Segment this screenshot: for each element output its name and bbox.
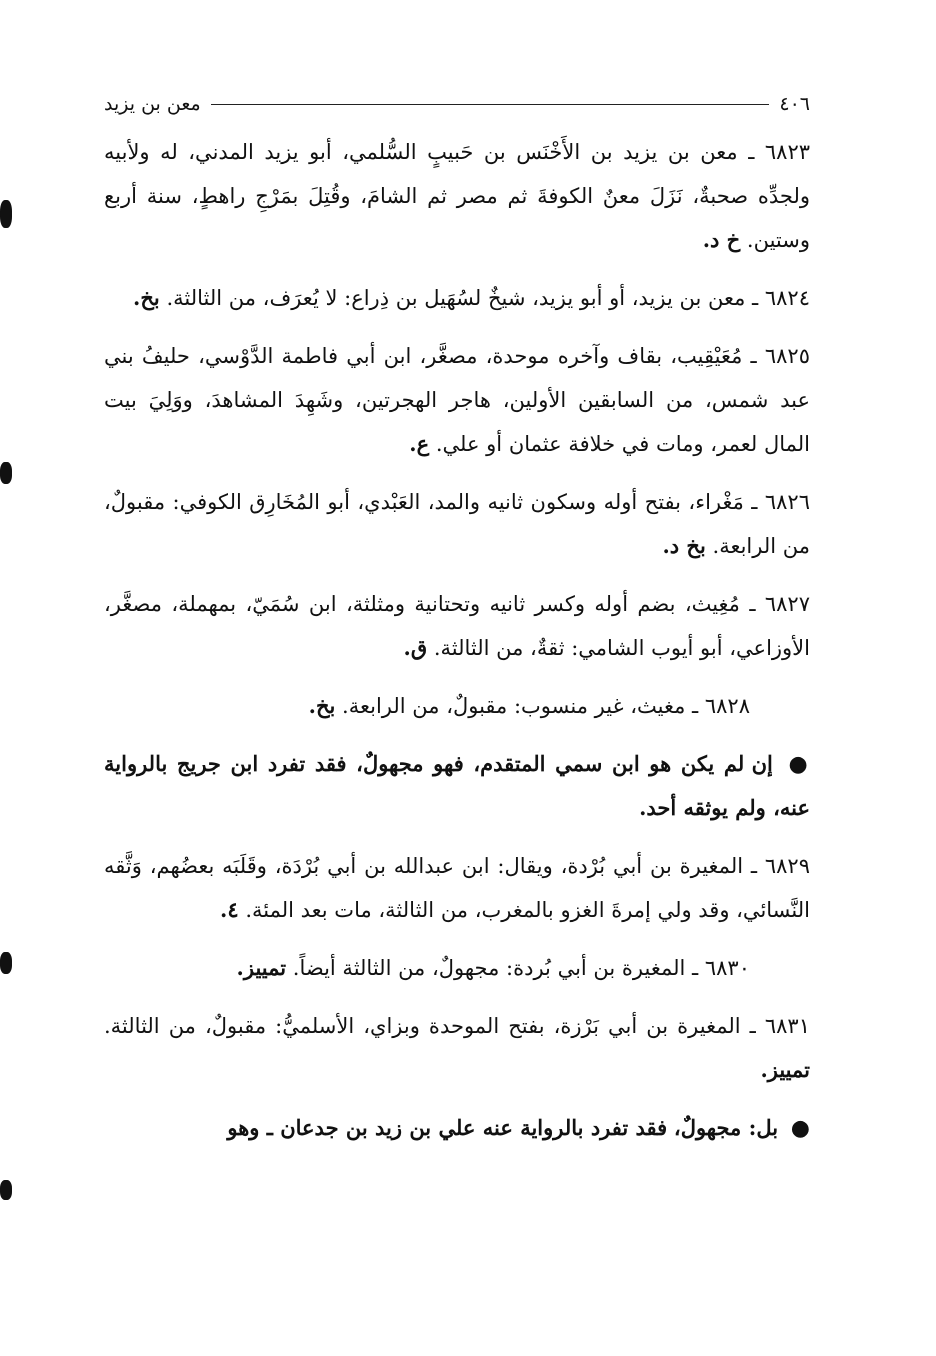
entry-text: المغيرة بن أبي بُردة: مجهولٌ، من الثالثة أيضاً. <box>292 956 686 980</box>
entry-text: مَغْراء، بفتح أوله وسكون ثانيه والمد، العَبْدي، أبو المُخَارِق الكوفي: مقبولٌ، من الرابعة. <box>104 490 810 558</box>
book-page <box>104 88 810 1165</box>
entry-text: معن بن يزيد، أو أبو يزيد، شيخٌ لسُهَيل بن ذِراع: لا يُعرَف، من الثالثة. <box>166 286 746 310</box>
entry-number: ٦٨٢٧ <box>764 592 810 616</box>
entry-sigla: ق. <box>403 635 428 660</box>
entry-sigla: بخ. <box>308 693 336 718</box>
entry-number: ٦٨٣١ <box>764 1014 810 1038</box>
bullet-icon: ● <box>790 1116 810 1141</box>
entry-text: معن بن يزيد بن الأَخْنَس بن حَبيبٍ السُّلمي، أبو يزيد المدني، له ولأبيه ولجدِّه صحبةٌ، نَزَلَ معنٌ الكوفةَ ثم مصر ثم الشامَ، وقُتِلَ بمَرْجِ راهطٍ، سنة أربع وستين. <box>104 140 810 252</box>
entry-sigla: بخ د. <box>662 533 706 558</box>
bullet-icon: ● <box>788 751 810 777</box>
entry-sigla: خ د. <box>702 227 741 252</box>
entry-6829: ٦٨٢٩ ـ المغيرة بن أبي بُرْدة، ويقال: ابن عبدالله بن أبي بُرْدَة، وقَلَبَه بعضُهم، وَثَّقه النَّسائي، وقد ولي إمرةَ الغزو بالمغرب، من الثالثة، مات بعد المئة. ٤. <box>104 854 810 922</box>
entry-text: مُغِيث، بضم أوله وكسر ثانيه وتحتانية ومثلثة، ابن سُمَيّ، بمهملة، مصغَّر، الأوزاعي، أبو أيوب الشامي: ثقةٌ، من الثالثة. <box>104 592 810 660</box>
entry-sigla: تمييز. <box>236 955 287 980</box>
entry-sigla: تمييز. <box>760 1057 810 1082</box>
entry-6830: ٦٨٣٠ ـ المغيرة بن أبي بُردة: مجهولٌ، من الثالثة أيضاً. تمييز. <box>236 955 750 980</box>
binding-mark <box>0 462 12 484</box>
note-text: إن لم يكن هو ابن سمي المتقدم، فهو مجهولٌ، فقد تفرد ابن جريج بالرواية عنه، ولم يوثقه أحد. <box>104 751 810 820</box>
entry-6823: ٦٨٢٣ ـ معن بن يزيد بن الأَخْنَس بن حَبيبٍ السُّلمي، أبو يزيد المدني، له ولأبيه ولجدِّه صحبةٌ، نَزَلَ معنٌ الكوفةَ ثم مصر ثم الشامَ، وقُتِلَ بمَرْجِ راهطٍ، سنة أربع وستين. خ د. <box>104 140 811 252</box>
entry-sigla: ع. <box>409 431 430 456</box>
entry-number: ٦٨٢٦ <box>764 490 810 514</box>
entry-text: المغيرة بن أبي بَرْزة، بفتح الموحدة وبزاي، الأسلميُّ: مقبولٌ، من الثالثة. <box>104 1014 741 1038</box>
entry-number: ٦٨٢٣ <box>764 140 811 164</box>
binding-mark <box>0 200 12 228</box>
entry-6824: ٦٨٢٤ ـ معن بن يزيد، أو أبو يزيد، شيخٌ لسُهَيل بن ذِراع: لا يُعرَف، من الثالثة. بخ. <box>133 285 810 310</box>
entry-number: ٦٨٣٠ <box>704 956 750 980</box>
entry-number: ٦٨٢٩ <box>764 854 810 878</box>
entry-text: مُعَيْقِيب، بقاف وآخره موحدة، مصغَّر، ابن أبي فاطمة الدَّوْسي، حليفُ بني عبد شمس، من السابقين الأولين، هاجر الهجرتين، وشَهِدَ المشاهدَ، ووَلِيَ بيت المال لعمر، ومات في خلافة عثمان أو علي. <box>104 344 810 456</box>
entry-number: ٦٨٢٥ <box>764 344 810 368</box>
entry-text: مغيث، غير منسوب: مقبولٌ، من الرابعة. <box>342 694 686 718</box>
entry-6826: ٦٨٢٦ ـ مَغْراء، بفتح أوله وسكون ثانيه والمد، العَبْدي، أبو المُخَارِق الكوفي: مقبولٌ، من الرابعة. بخ د. <box>104 490 810 558</box>
entry-number: ٦٨٢٤ <box>764 286 810 310</box>
entry-6825: ٦٨٢٥ ـ مُعَيْقِيب، بقاف وآخره موحدة، مصغَّر، ابن أبي فاطمة الدَّوْسي، حليفُ بني عبد شمس، من السابقين الأولين، هاجر الهجرتين، وشَهِدَ المشاهدَ، ووَلِيَ بيت المال لعمر، ومات في خلافة عثمان أو علي. ع. <box>104 344 810 456</box>
binding-mark <box>0 1180 12 1200</box>
binding-mark <box>0 952 12 974</box>
entry-sigla: بخ. <box>133 285 160 310</box>
entry-6828: ٦٨٢٨ ـ مغيث، غير منسوب: مقبولٌ، من الرابعة. بخ. <box>308 693 750 718</box>
note-lead: بل: مجهولٌ، <box>673 1115 779 1140</box>
page-header <box>104 88 810 120</box>
entry-number: ٦٨٢٨ <box>704 694 750 718</box>
entry-sigla: ٤. <box>220 897 239 922</box>
header-rule <box>211 104 770 105</box>
entry-6827: ٦٨٢٧ ـ مُغِيث، بضم أوله وكسر ثانيه وتحتانية ومثلثة، ابن سُمَيّ، بمهملة، مصغَّر، الأوزاعي، أبو أيوب الشامي: ثقةٌ، من الثالثة. ق. <box>104 592 810 660</box>
editor-note <box>104 1106 810 1151</box>
entry-6831: ٦٨٣١ ـ المغيرة بن أبي بَرْزة، بفتح الموحدة وبزاي، الأسلميُّ: مقبولٌ، من الثالثة. تمييز. <box>104 1014 810 1082</box>
page-number: ٤٠٦ <box>779 93 810 115</box>
entry-text: المغيرة بن أبي بُرْدة، ويقال: ابن عبدالله بن أبي بُرْدَة، وقَلَبَه بعضُهم، وَثَّقه النَّسائي، وقد ولي إمرةَ الغزو بالمغرب، من الثالثة، مات بعد المئة. <box>104 854 810 922</box>
note-text: فقد تفرد بالرواية عنه علي بن زيد بن جدعان ـ وهو <box>227 1115 668 1140</box>
running-title: معن بن يزيد <box>104 93 201 115</box>
editor-note <box>104 742 810 830</box>
